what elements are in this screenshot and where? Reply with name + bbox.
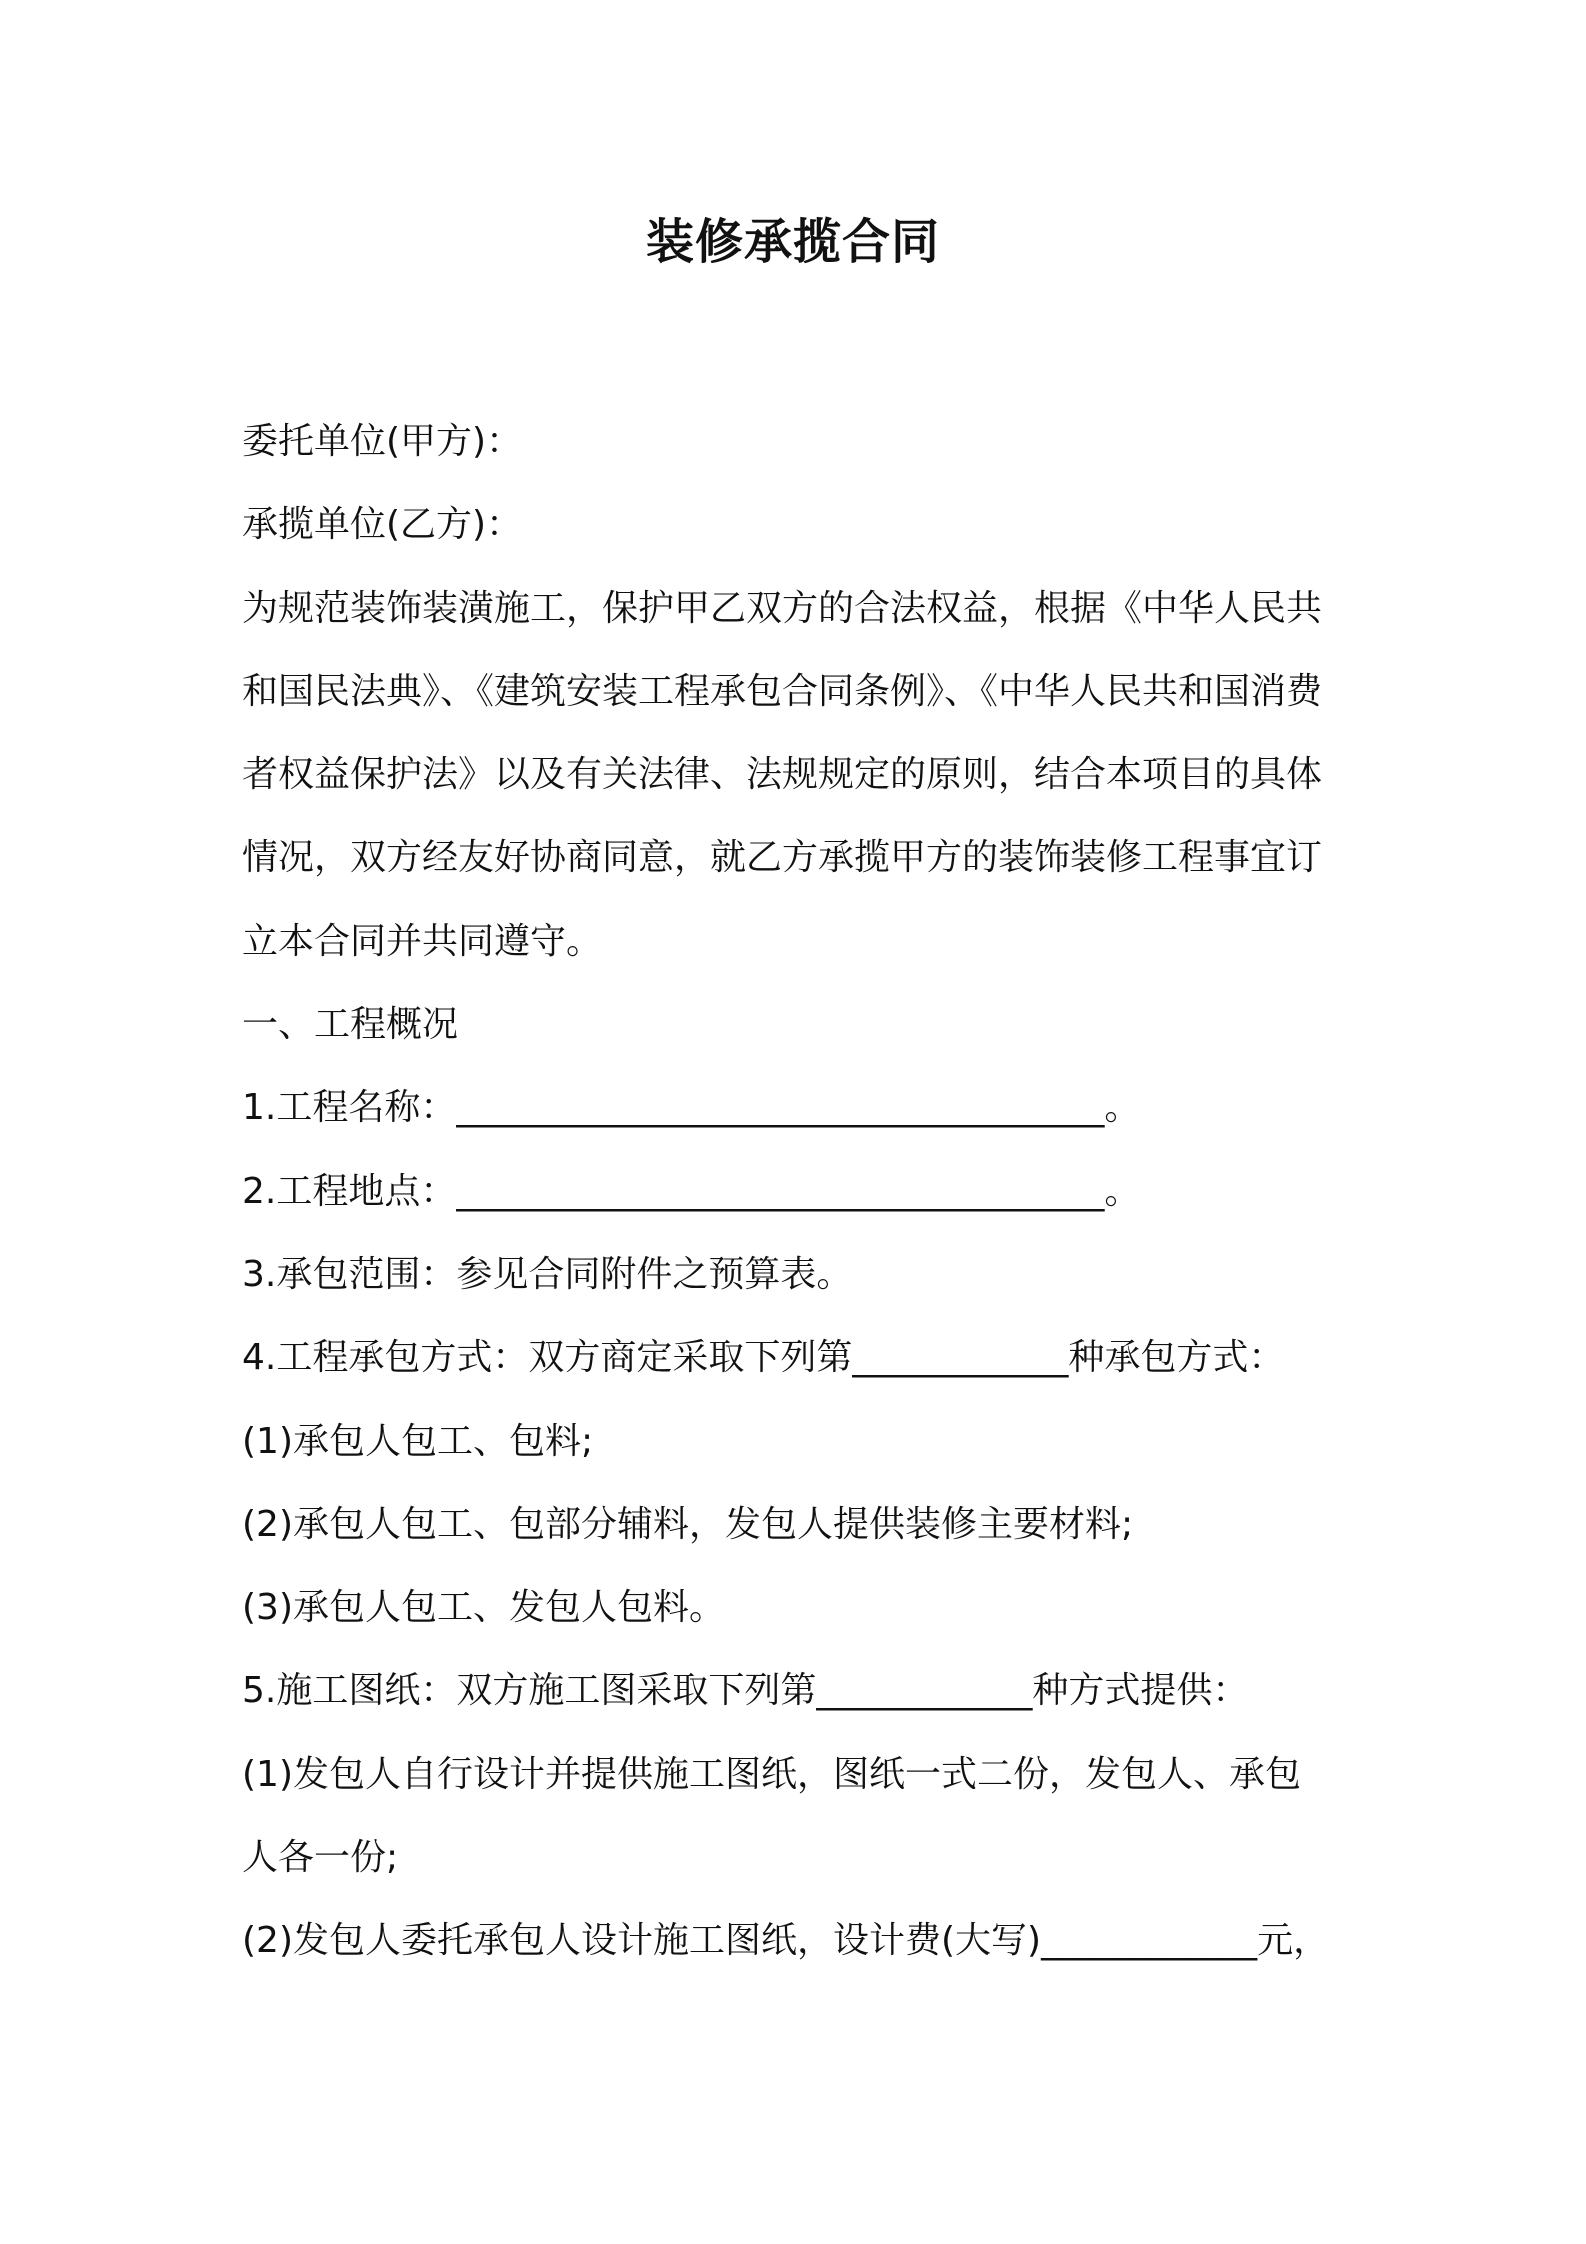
method-option-2: (2)承包人包工、包部分辅料，发包人提供装修主要材料;: [242, 1503, 1134, 1545]
preamble-line-1: 为规范装饰装潢施工，保护甲乙双方的合法权益，根据《中华人民共: [242, 587, 1323, 629]
method-option-1: (1)承包人包工、包料;: [242, 1420, 594, 1462]
preamble-line-2: 和国民法典》、《建筑安装工程承包合同条例》、《中华人民共和国消费: [242, 670, 1323, 712]
preamble-line-3: 者权益保护法》以及有关法律、法规规定的原则，结合本项目的具体: [242, 754, 1323, 796]
party-a-line: 委托单位(甲方)：: [242, 421, 523, 462]
party-b-line: 承揽单位(乙方)：: [242, 504, 523, 546]
clause-drawings: 5.施工图纸：双方施工图采取下列第____________种方式提供：: [242, 1670, 1249, 1712]
clause-project-location: 2.工程地点：____________________________________。: [242, 1170, 1141, 1212]
preamble-line-5: 立本合同并共同遵守。: [242, 920, 603, 962]
drawings-option-1-line-1: (1)发包人自行设计并提供施工图纸，图纸一式二份，发包人、承包: [242, 1753, 1301, 1795]
drawings-option-1-line-2: 人各一份;: [242, 1837, 399, 1879]
document-body: [242, 400, 1382, 1983]
clause-project-name: 1.工程名称：____________________________________。: [242, 1087, 1141, 1129]
preamble-line-4: 情况，双方经友好协商同意，就乙方承揽甲方的装饰装修工程事宜订: [242, 837, 1323, 879]
document-title: 装修承揽合同: [645, 214, 940, 270]
section-heading-project-overview: 一、工程概况: [242, 1004, 459, 1046]
method-option-3: (3)承包人包工、发包人包料。: [242, 1587, 725, 1629]
clause-contract-scope: 3.承包范围：参见合同附件之预算表。: [242, 1253, 853, 1295]
drawings-option-2: (2)发包人委托承包人设计施工图纸，设计费(大写)____________元，: [242, 1920, 1330, 1962]
clause-contract-method: 4.工程承包方式：双方商定采取下列第____________种承包方式：: [242, 1337, 1285, 1379]
